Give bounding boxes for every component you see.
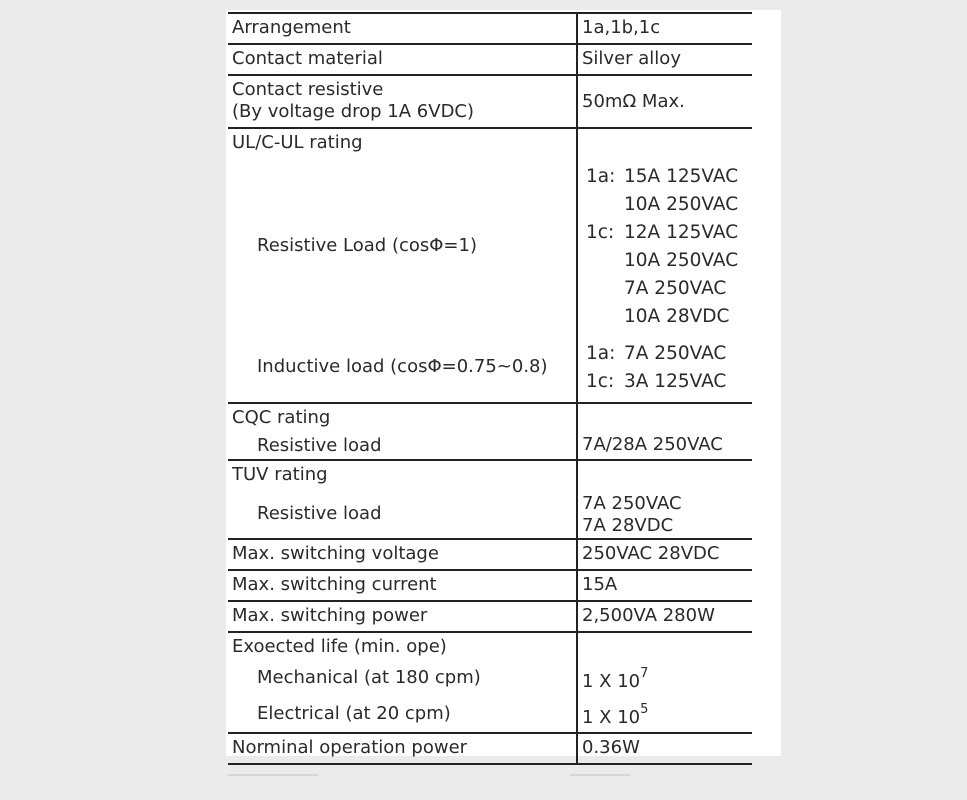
divider — [228, 774, 318, 776]
contact-material-value: Silver alloy — [577, 44, 752, 75]
list-item: 10A 250VAC — [624, 194, 739, 215]
list-item: 1c: 3A 125VAC — [586, 371, 727, 392]
ul-inductive-label: Inductive load (cosΦ=0.75~0.8) — [257, 356, 548, 377]
table-row — [228, 13, 752, 44]
ul-inductive-values — [586, 340, 726, 396]
contact-resistive-condition: (By voltage drop 1A 6VDC) — [232, 101, 475, 122]
list-item: 7A 250VAC — [624, 278, 727, 299]
list-item: 10A 250VAC — [624, 250, 739, 271]
expected-life-label: Exoected life (min. ope) — [232, 636, 447, 657]
electrical-life-value: 1 X $10^5$ — [582, 702, 649, 728]
ul-resistive-label: Resistive Load (cosΦ=1) — [257, 235, 477, 256]
list-item: 1c: 12A 125VAC — [586, 222, 739, 243]
operation-power-label: Norminal operation power — [228, 733, 577, 764]
tuv-rating-value-cell — [577, 460, 752, 539]
max-power-value: 2,500VA 280W — [577, 601, 752, 632]
cqc-rating-label-cell — [228, 403, 577, 460]
max-power-label: Max. switching power — [228, 601, 577, 632]
table-row — [228, 601, 752, 632]
table-row — [228, 460, 752, 539]
list-item: 1a: 7A 250VAC — [586, 343, 727, 364]
max-current-value: 15A — [577, 570, 752, 601]
mechanical-life-label: Mechanical (at 180 cpm) — [257, 667, 481, 688]
cqc-rating-value: 7A/28A 250VAC — [577, 403, 752, 460]
cqc-rating-label: CQC rating — [232, 407, 331, 428]
ul-rating-values-cell — [577, 128, 752, 403]
arrangement-label: Arrangement — [228, 13, 577, 44]
list-item: 10A 28VDC — [624, 306, 730, 327]
tuv-value-line2: 7A 28VDC — [582, 515, 674, 536]
table-row — [228, 632, 752, 733]
table-row — [228, 570, 752, 601]
contact-material-label: Contact material — [228, 44, 577, 75]
electrical-life-label: Electrical (at 20 cpm) — [257, 703, 451, 724]
table-row — [228, 539, 752, 570]
contact-resistive-label: Contact resistive — [232, 79, 384, 100]
tuv-rating-label-cell — [228, 460, 577, 539]
max-current-label: Max. switching current — [228, 570, 577, 601]
divider — [570, 774, 630, 776]
max-voltage-value: 250VAC 28VDC — [577, 539, 752, 570]
list-item: 1a: 15A 125VAC — [586, 166, 739, 187]
table-row — [228, 128, 752, 403]
table-row — [228, 403, 752, 460]
ul-rating-label: UL/C-UL rating — [232, 132, 363, 153]
contact-resistive-value: 50mΩ Max. — [577, 75, 752, 128]
table-row — [228, 44, 752, 75]
ul-resistive-values — [586, 163, 738, 331]
ul-rating-label-cell — [228, 128, 577, 403]
expected-life-label-cell — [228, 632, 577, 733]
tuv-rating-label: TUV rating — [232, 464, 328, 485]
contact-resistive-label-cell — [228, 75, 577, 128]
mechanical-life-value: 1 X $10^7$ — [582, 666, 649, 692]
arrangement-value: 1a,1b,1c — [577, 13, 752, 44]
relay-spec-table — [228, 12, 752, 765]
max-voltage-label: Max. switching voltage — [228, 539, 577, 570]
operation-power-value: 0.36W — [577, 733, 752, 764]
expected-life-values-cell — [577, 632, 752, 733]
tuv-resistive-label: Resistive load — [257, 503, 382, 524]
tuv-value-line1: 7A 250VAC — [582, 493, 682, 514]
table-row — [228, 75, 752, 128]
table-row — [228, 733, 752, 764]
cqc-resistive-label: Resistive load — [257, 435, 382, 456]
